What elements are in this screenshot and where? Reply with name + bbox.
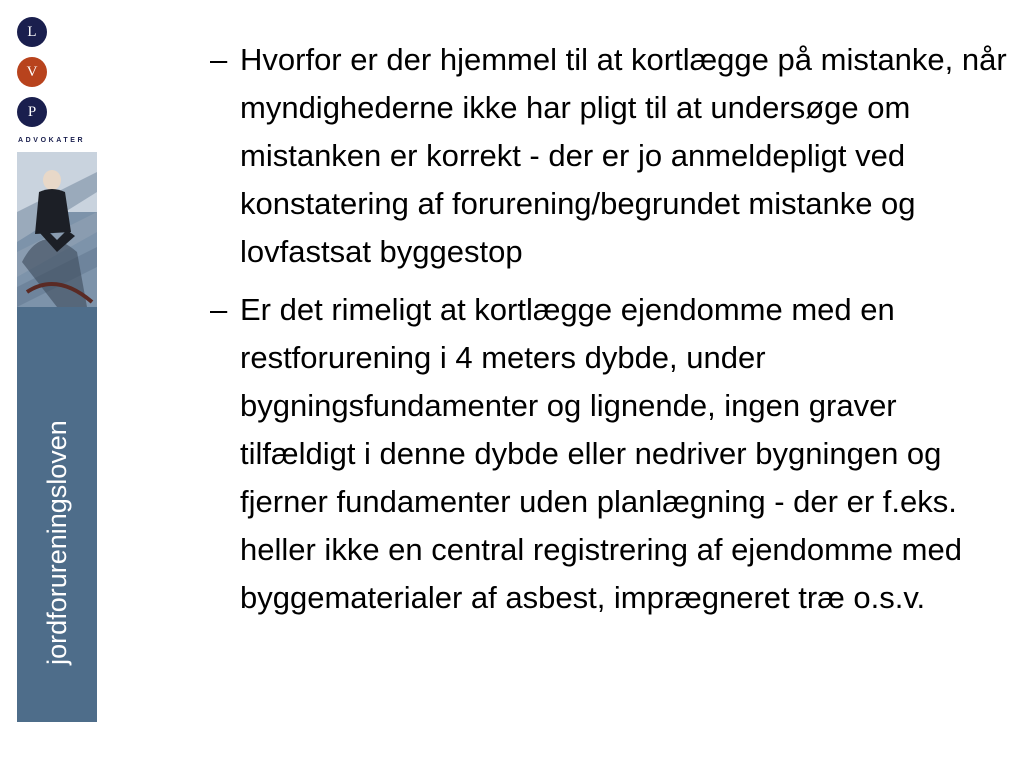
firm-name: ADVOKATER [18, 137, 86, 144]
bullet-text: Hvorfor er der hjemmel til at kortlægge på mistanke, når myndighederne ikke har pligt til at undersøge om mistanken er korrekt - der er jo anmeldepligt ved konstatering af forurening/begrundet mistanke og lovfastsat byggestop [240, 42, 1007, 269]
logo-circle-p: P [17, 97, 47, 127]
bullet-dash: – [210, 42, 228, 77]
staircase-photo [17, 152, 97, 307]
bullet-item [210, 36, 1010, 276]
sidebar-panel [17, 152, 97, 722]
bullet-item [210, 286, 1010, 622]
sidebar-title: jordforureningsloven [41, 419, 72, 665]
logo-circle-l: L [17, 17, 47, 47]
slide-content [210, 36, 1010, 632]
logo-circle-v: V [17, 57, 47, 87]
bullet-text: Er det rimeligt at kortlægge ejendomme med en restforurening i 4 meters dybde, under bygningsfundamenter og lignende, ingen graver tilfældigt i denne dybde eller nedriver bygningen og fjerner fundamenter uden planlægning - der er f.eks. heller ikke en central registrering af ejendomme med byggematerialer af asbest, imprægneret træ o.s.v. [240, 292, 962, 615]
sidebar-title-wrap [17, 377, 97, 707]
bullet-dash: – [210, 292, 228, 327]
